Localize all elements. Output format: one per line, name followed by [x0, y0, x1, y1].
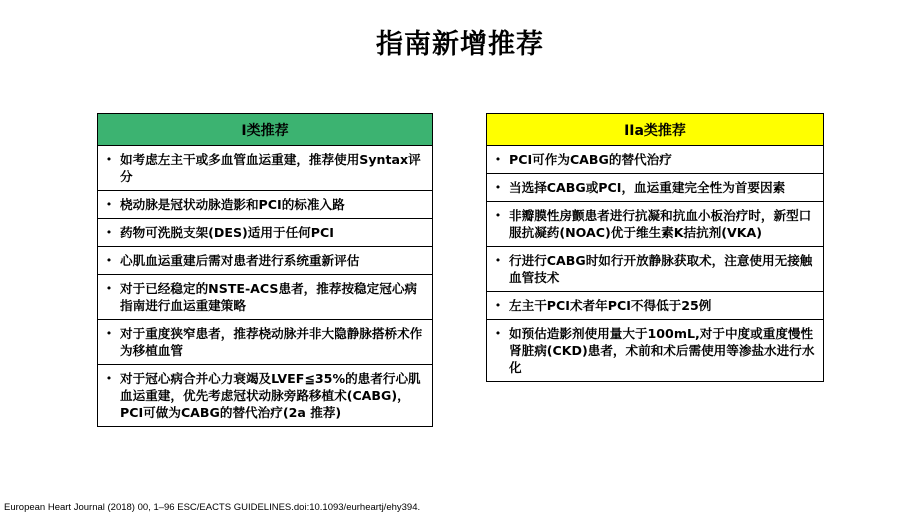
recommendation-text: 对于冠心病合并心力衰竭及LVEF≦35%的患者行心肌血运重建，优先考虑冠状动脉旁路移植术(CABG)，PCI可做为CABG的替代治疗(2a 推荐): [120, 371, 421, 420]
table-row: [98, 365, 433, 427]
recommendation-text: 桡动脉是冠状动脉造影和PCI的标准入路: [120, 197, 345, 212]
recommendation-text: 心肌血运重建后需对患者进行系统重新评估: [120, 253, 360, 268]
bullet-icon: •: [105, 282, 113, 295]
recommendation-text: 如考虑左主干或多血管血运重建，推荐使用Syntax评分: [120, 152, 421, 184]
bullet-icon: •: [105, 153, 113, 166]
bullet-icon: •: [494, 299, 502, 312]
table-row: [98, 219, 433, 247]
table-row: [98, 247, 433, 275]
recommendation-text: 药物可洗脱支架(DES)适用于任何PCI: [120, 225, 334, 240]
table-row: [487, 320, 824, 382]
citation-footer: European Heart Journal (2018) 00, 1–96 ESC/EACTS GUIDELINES.doi:10.1093/eurheartj/ehy394.: [4, 502, 421, 513]
table-row: [98, 146, 433, 191]
bullet-icon: •: [494, 153, 502, 166]
bullet-icon: •: [105, 198, 113, 211]
class-i-recommendations-table: [97, 113, 433, 427]
bullet-icon: •: [494, 209, 502, 222]
page-title: 指南新增推荐: [376, 29, 544, 60]
table-row: [487, 174, 824, 202]
table-row: [98, 320, 433, 365]
table-row: [98, 275, 433, 320]
recommendation-text: 左主干PCI术者年PCI不得低于25例: [509, 298, 712, 313]
recommendation-text: 如预估造影剂使用量大于100mL,对于中度或重度慢性肾脏病(CKD)患者，术前和术后需使用等渗盐水进行水化: [509, 326, 815, 375]
table-row: [487, 247, 824, 292]
table-row: [487, 146, 824, 174]
recommendation-text: PCI可作为CABG的替代治疗: [509, 152, 672, 167]
bullet-icon: •: [105, 327, 113, 340]
class-iia-recommendations-table: [486, 113, 824, 382]
class-iia-header: IIa类推荐: [487, 114, 824, 146]
table-row: [487, 292, 824, 320]
recommendation-text: 对于重度狭窄患者，推荐桡动脉并非大隐静脉搭桥术作为移植血管: [120, 326, 423, 358]
recommendation-text: 非瓣膜性房颤患者进行抗凝和抗血小板治疗时，新型口服抗凝药(NOAC)优于维生素K拮抗剂(VKA): [509, 208, 812, 240]
table-row: [98, 191, 433, 219]
bullet-icon: •: [105, 254, 113, 267]
bullet-icon: •: [105, 372, 113, 385]
class-i-header: I类推荐: [98, 114, 433, 146]
recommendation-text: 对于已经稳定的NSTE-ACS患者，推荐按稳定冠心病指南进行血运重建策略: [120, 281, 418, 313]
bullet-icon: •: [494, 254, 502, 267]
table-row: [487, 202, 824, 247]
recommendation-text: 行进行CABG时如行开放静脉获取术，注意使用无接触血管技术: [509, 253, 813, 285]
bullet-icon: •: [494, 327, 502, 340]
bullet-icon: •: [494, 181, 502, 194]
recommendation-text: 当选择CABG或PCI，血运重建完全性为首要因素: [509, 180, 786, 195]
bullet-icon: •: [105, 226, 113, 239]
